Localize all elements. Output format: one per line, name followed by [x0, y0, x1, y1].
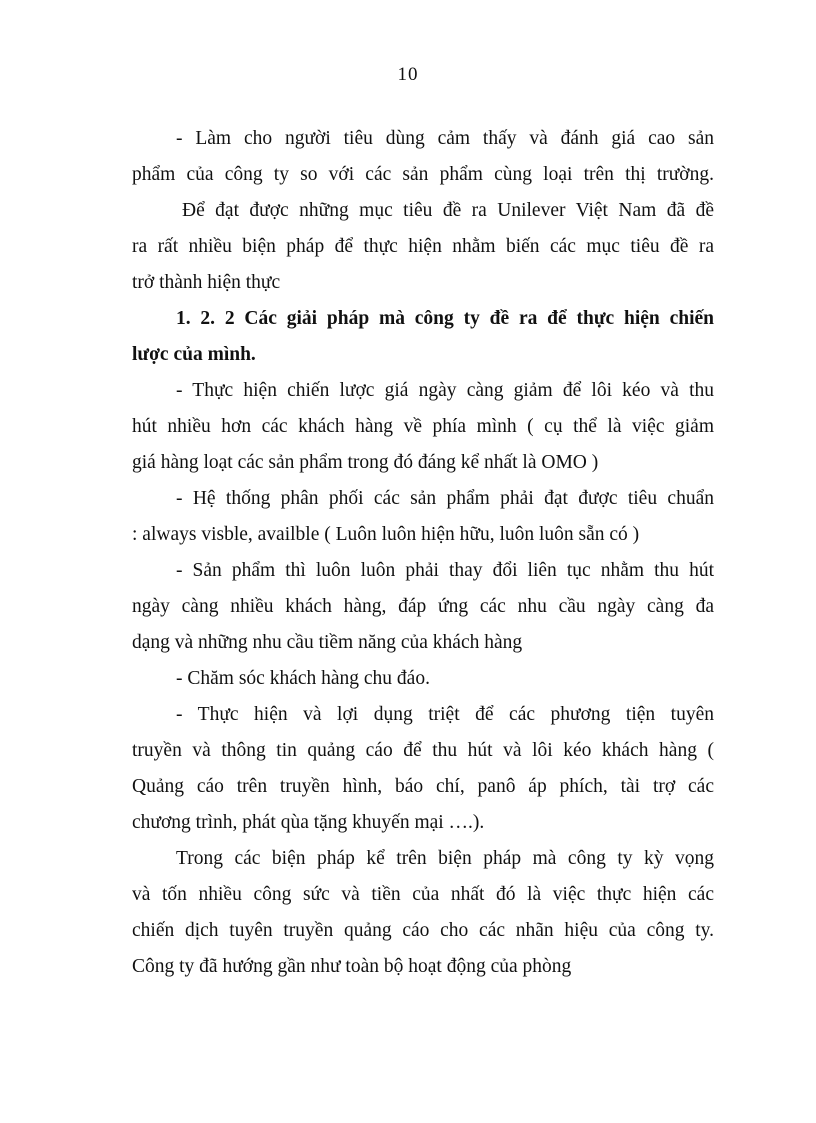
- body-line: - Thực hiện chiến lược giá ngày càng giảm để lôi kéo và thu: [176, 380, 714, 401]
- body-line: phẩm của công ty so với các sản phẩm cùng loại trên thị trường.: [132, 164, 714, 185]
- body-line: Công ty đã hướng gần như toàn bộ hoạt động của phòng: [132, 956, 572, 977]
- body-line: : always visble, availble ( Luôn luôn hiện hữu, luôn luôn sẵn có ): [132, 524, 640, 545]
- body-line: dạng và những nhu cầu tiềm năng của khách hàng: [132, 632, 523, 653]
- body-line: Để đạt được những mục tiêu đề ra Unilever Việt Nam đã đề: [182, 200, 714, 221]
- section-heading: lược của mình.: [132, 344, 256, 365]
- body-line: ra rất nhiều biện pháp để thực hiện nhằm biến các mục tiêu đề ra: [132, 236, 714, 257]
- body-line: hút nhiều hơn các khách hàng về phía mình ( cụ thể là việc giảm: [132, 416, 714, 437]
- body-line: Quảng cáo trên truyền hình, báo chí, panô áp phích, tài trợ các: [132, 776, 714, 797]
- body-line: - Chăm sóc khách hàng chu đáo.: [176, 668, 430, 689]
- body-line: chương trình, phát qùa tặng khuyến mại ….).: [132, 812, 485, 833]
- section-heading: 1. 2. 2 Các giải pháp mà công ty đề ra để thực hiện chiến: [176, 308, 714, 329]
- body-line: - Hệ thống phân phối các sản phẩm phải đạt được tiêu chuẩn: [176, 488, 714, 509]
- body-line: - Sản phẩm thì luôn luôn phải thay đổi liên tục nhằm thu hút: [176, 560, 714, 581]
- body-line: Trong các biện pháp kể trên biện pháp mà công ty kỳ vọng: [176, 848, 714, 869]
- body-line: chiến dịch tuyên truyền quảng cáo cho các nhãn hiệu của công ty.: [132, 920, 714, 941]
- body-line: - Thực hiện và lợi dụng triệt để các phương tiện tuyên: [176, 704, 714, 725]
- body-line: ngày càng nhiều khách hàng, đáp ứng các nhu cầu ngày càng đa: [132, 596, 714, 617]
- body-line: trở thành hiện thực: [132, 272, 281, 293]
- body-line: - Làm cho người tiêu dùng cảm thấy và đánh giá cao sản: [176, 128, 714, 149]
- document-body: [132, 121, 714, 985]
- body-line: truyền và thông tin quảng cáo để thu hút và lôi kéo khách hàng (: [132, 740, 714, 761]
- page-number: 10: [397, 64, 419, 85]
- body-line: giá hàng loạt các sản phẩm trong đó đáng kể nhất là OMO ): [132, 452, 599, 473]
- body-line: và tốn nhiều công sức và tiền của nhất đó là việc thực hiện các: [132, 884, 714, 905]
